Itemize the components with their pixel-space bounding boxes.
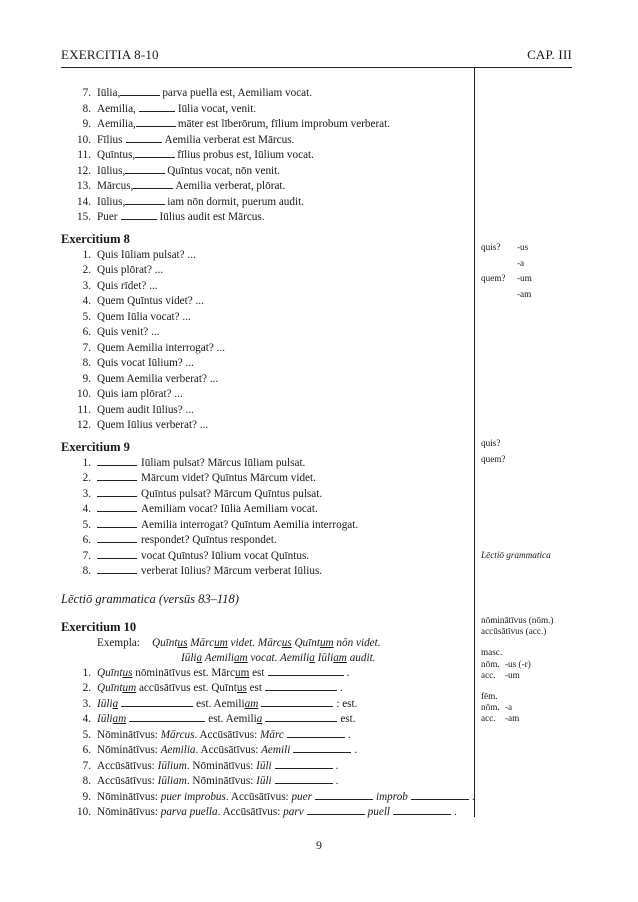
- item-number: 4.: [82, 295, 91, 307]
- item-text: [97, 774, 338, 790]
- question-line: [61, 294, 466, 310]
- side-note-lectio: Lēctiō grammatica: [481, 550, 551, 560]
- item-number: 1.: [82, 248, 91, 261]
- ex10-item-4: 4. Iūliam est. Aemilia est.: [82, 713, 356, 725]
- item-number: 3.: [82, 487, 91, 500]
- answer-blank[interactable]: [275, 759, 333, 769]
- text-before: Iūlius,: [97, 195, 126, 208]
- stem: Iūli: [256, 759, 272, 772]
- exercise-line: [61, 179, 466, 195]
- item-number: 15.: [77, 211, 91, 223]
- item-number: 7.: [82, 341, 91, 354]
- question-line: [61, 310, 466, 326]
- answer-blank[interactable]: [265, 681, 337, 691]
- ex10-item-1: 1. Quīntus nōminātīvus est. Mārcum est .: [82, 666, 350, 679]
- answer-blank[interactable]: [120, 86, 160, 96]
- exercitium-8-title: Exercitium 8: [61, 231, 130, 246]
- exercise-8-list: [61, 248, 466, 434]
- item-text: [97, 86, 312, 102]
- text-after: Iūlia vocat, venit.: [177, 102, 257, 115]
- text-before: Iūlius,: [97, 164, 126, 177]
- exercise-line: [61, 117, 466, 133]
- given-form: Mārcus: [160, 728, 195, 741]
- item-number: 13.: [77, 180, 91, 192]
- running-header-right: CAP. III: [527, 47, 572, 62]
- question-line: [61, 372, 466, 388]
- case-label: Nōminātīvus:: [97, 806, 161, 818]
- ex10-cases-list: [61, 728, 475, 821]
- item-text: [97, 805, 457, 821]
- text-after: parva puella est, Aemiliam vocat.: [162, 87, 313, 99]
- question-line: [61, 564, 466, 580]
- exercise-line: [61, 164, 466, 180]
- text-after: fīlius probus est, Iūlium vocat.: [177, 149, 314, 161]
- case-label: . Nōminātīvus:: [186, 759, 257, 772]
- answer-blank[interactable]: [126, 133, 162, 143]
- question-text: Quem audit Iūlius? ...: [97, 403, 194, 416]
- item-text: [97, 133, 294, 149]
- item-text: [97, 102, 256, 118]
- end-punct: .: [335, 775, 339, 787]
- item-number: 11.: [77, 149, 91, 161]
- item-number: 9.: [82, 118, 91, 130]
- item-number: 11.: [77, 403, 91, 416]
- answer-blank[interactable]: [97, 487, 137, 497]
- item-number: 7.: [82, 759, 91, 772]
- answer-blank[interactable]: [133, 179, 173, 189]
- item-text: [97, 743, 357, 759]
- answer-blank[interactable]: [265, 712, 337, 722]
- text-before: Iūlia,: [97, 87, 121, 99]
- text-before: Puer: [97, 211, 118, 223]
- answer-blank[interactable]: [268, 666, 344, 676]
- question-line: [61, 403, 466, 419]
- item-text: [97, 487, 322, 503]
- stem: Aemili: [261, 744, 291, 756]
- ex10-item-2: 2. Quīntum accūsātīvus est. Quīntus est .: [82, 682, 343, 694]
- item-text: [97, 117, 390, 133]
- item-number: 5.: [82, 518, 91, 531]
- running-header-left: EXERCITIA 8-10: [61, 47, 159, 62]
- exercise-line: [61, 210, 466, 226]
- ex10-item: [61, 790, 475, 806]
- answer-blank[interactable]: [261, 697, 333, 707]
- case-label: . Nōminātīvus:: [186, 775, 257, 787]
- end-punct: .: [347, 728, 351, 741]
- side-note: [481, 240, 532, 256]
- ex10-item: [61, 805, 466, 821]
- exercise-line: [61, 133, 466, 149]
- question-line: [61, 325, 466, 341]
- answer-blank[interactable]: [121, 697, 193, 707]
- given-form: puer improbus: [160, 790, 226, 803]
- side-notes-ex9: [481, 436, 506, 467]
- item-text: [97, 790, 475, 806]
- item-number: 9.: [82, 790, 91, 803]
- exercise-line: [61, 195, 466, 211]
- item-number: 12.: [77, 419, 91, 431]
- stem: Iūli: [256, 775, 272, 787]
- ex10-item: [61, 759, 466, 775]
- side-notes-ex8: [481, 240, 532, 302]
- question-text: Quis venit? ...: [97, 326, 160, 338]
- item-text: [97, 195, 304, 211]
- question-line: [61, 341, 466, 357]
- item-text: [97, 471, 316, 487]
- exempla-sentence-1: Quīntus Mārcum videt. Mārcus Quīntum nōn videt.: [152, 636, 381, 649]
- question-text: Quis Iūliam pulsat? ...: [97, 248, 196, 261]
- exercise-line: [61, 148, 466, 164]
- question-text: Quem Iūlius verberat? ...: [97, 419, 209, 431]
- exempla-sentence-2: Iūlia Aemiliam vocat. Aemilia Iūliam audit.: [181, 651, 376, 664]
- exempla-label: Exempla:: [97, 636, 140, 649]
- case-label: Nōminātīvus:: [97, 728, 161, 741]
- question-line: [61, 456, 466, 472]
- answer-blank[interactable]: [287, 728, 345, 738]
- answer-blank[interactable]: [393, 805, 451, 815]
- answer-blank[interactable]: [136, 117, 176, 127]
- question-text: Mārcum videt? Quīntus Mārcum videt.: [141, 472, 316, 484]
- item-number: 8.: [82, 102, 91, 115]
- side-notes-ex10: nōminātīvus (nōm.) accūsātīvus (acc.) masc. nōm. -us (-r) acc. -um fēm. nōm. -a acc. -am: [481, 615, 554, 724]
- item-number: 4.: [82, 503, 91, 515]
- case-label: Nōminātīvus:: [97, 790, 161, 803]
- side-ending: -am: [517, 288, 532, 299]
- side-note: [481, 271, 532, 287]
- item-number: 9.: [82, 372, 91, 385]
- answer-blank[interactable]: [135, 148, 175, 158]
- item-text: [97, 164, 280, 180]
- case-label: Accūsātīvus:: [97, 759, 158, 772]
- answer-blank[interactable]: [307, 805, 365, 815]
- item-text: [97, 148, 314, 164]
- item-number: 8.: [82, 775, 91, 787]
- text-after: māter est līberōrum, fīlium improbum verberat.: [177, 118, 391, 130]
- item-number: 10.: [77, 133, 91, 146]
- answer-blank[interactable]: [97, 502, 137, 512]
- answer-blank[interactable]: [411, 790, 469, 800]
- text-after: Aemilia verberat, plōrat.: [175, 180, 286, 192]
- side-ending: -a: [517, 257, 525, 268]
- answer-blank[interactable]: [97, 456, 137, 466]
- question-text: Aemilia interrogat? Quīntum Aemilia interrogat.: [141, 518, 359, 531]
- stem: Mārc: [260, 728, 284, 741]
- text-before: Aemilia,: [97, 102, 136, 115]
- end-punct: .: [454, 806, 457, 818]
- question-line: [61, 533, 466, 549]
- question-text: Quem Quīntus videt? ...: [97, 295, 204, 307]
- item-number: 5.: [82, 310, 91, 323]
- answer-blank[interactable]: [97, 518, 137, 528]
- item-text: [97, 502, 318, 518]
- stem: improb: [375, 790, 408, 803]
- end-punct: .: [335, 759, 339, 772]
- item-text: [97, 549, 309, 565]
- item-number: 8.: [82, 357, 91, 369]
- exempla-line-2: [61, 651, 466, 666]
- case-label: Accūsātīvus:: [97, 775, 158, 787]
- margin-rule: [471, 67, 475, 817]
- item-number: 12.: [77, 164, 91, 177]
- question-text: Quīntus pulsat? Mārcum Quīntus pulsat.: [141, 487, 323, 500]
- text-before: Quīntus,: [97, 149, 136, 161]
- question-text: Quem Iūlia vocat? ...: [97, 310, 191, 323]
- item-text: [97, 533, 277, 549]
- ex10-item: [61, 728, 466, 744]
- text-before: Fīlius: [97, 133, 123, 146]
- answer-blank[interactable]: [97, 549, 137, 559]
- question-text: verberat Iūlius? Mārcum verberat Iūlius.: [141, 565, 323, 577]
- item-number: 1.: [82, 456, 91, 469]
- answer-blank[interactable]: [125, 195, 165, 205]
- answer-blank[interactable]: [315, 790, 373, 800]
- item-text: [97, 759, 338, 775]
- exercise-7-list: [61, 86, 466, 226]
- case-label: Nōminātīvus:: [97, 744, 161, 756]
- question-line: [61, 471, 466, 487]
- answer-blank[interactable]: [293, 743, 351, 753]
- side-ending: -us: [517, 242, 529, 252]
- ex10-item-3: 3. Iūlia est. Aemiliam : est.: [82, 697, 358, 710]
- stem: puell: [367, 806, 391, 818]
- answer-blank[interactable]: [275, 774, 333, 784]
- text-after: iam nōn dormit, puerum audit.: [167, 195, 304, 208]
- question-line: [61, 418, 466, 434]
- answer-blank[interactable]: [121, 210, 157, 220]
- item-text: [97, 456, 305, 472]
- question-line: [61, 356, 466, 372]
- given-form: Iūliam: [157, 775, 187, 787]
- item-text: [97, 728, 351, 744]
- item-text: [97, 179, 285, 195]
- item-number: 7.: [82, 549, 91, 562]
- side-note: quem?: [481, 453, 506, 464]
- side-note: quis?: [481, 438, 501, 448]
- question-text: Quis iam plōrat? ...: [97, 388, 183, 400]
- question-line: [61, 518, 466, 534]
- question-text: Quem Aemilia verberat? ...: [97, 372, 219, 385]
- stem: parv: [283, 806, 304, 818]
- item-number: 8.: [82, 565, 91, 577]
- item-number: 7.: [82, 87, 91, 99]
- answer-blank[interactable]: [125, 164, 165, 174]
- item-number: 6.: [82, 326, 91, 338]
- question-text: Quis rīdet? ...: [97, 279, 158, 292]
- question-line: [61, 487, 466, 503]
- text-after: Aemilia verberat est Mārcus.: [164, 133, 295, 146]
- text-before: Mārcus,: [97, 180, 134, 192]
- question-line: [61, 263, 466, 279]
- text-after: Quīntus vocat, nōn venit.: [167, 164, 281, 177]
- item-number: 6.: [82, 744, 91, 756]
- item-text: [97, 210, 265, 226]
- item-text: [97, 564, 322, 580]
- case-label: . Accūsātīvus:: [195, 744, 262, 756]
- case-label: . Accūsātīvus:: [217, 806, 284, 818]
- answer-blank[interactable]: [97, 471, 137, 481]
- side-key: quis?: [481, 242, 501, 252]
- question-text: Quem Aemilia interrogat? ...: [97, 341, 225, 354]
- question-text: Aemiliam vocat? Iūlia Aemiliam vocat.: [141, 503, 318, 515]
- question-line: [61, 502, 466, 518]
- case-label: . Accūsātīvus:: [194, 728, 261, 741]
- item-number: 10.: [77, 806, 91, 818]
- question-line: [61, 387, 466, 403]
- item-number: 14.: [77, 195, 91, 208]
- item-text: [97, 518, 358, 534]
- header-rule: [61, 67, 572, 68]
- question-text: Quis vocat Iūlium? ...: [97, 357, 194, 369]
- answer-blank[interactable]: [97, 564, 137, 574]
- given-form: parva puella: [160, 806, 218, 818]
- question-text: Quis plōrat? ...: [97, 264, 164, 276]
- given-form: Iūlium: [157, 759, 187, 772]
- side-ending: -um: [517, 273, 532, 283]
- end-punct: .: [471, 790, 475, 803]
- question-line: [61, 248, 466, 264]
- question-line: [61, 549, 466, 565]
- exercitium-10-title: Exercitium 10: [61, 619, 137, 634]
- exercise-9-list: [61, 456, 466, 580]
- given-form: Aemilia: [160, 744, 196, 756]
- question-text: vocat Quīntus? Iūlium vocat Quīntus.: [141, 549, 310, 562]
- main-column: [61, 86, 475, 821]
- stem: puer: [291, 790, 312, 803]
- ex10-item: [61, 774, 466, 790]
- question-text: respondet? Quīntus respondet.: [141, 534, 277, 546]
- item-number: 2.: [82, 472, 91, 484]
- question-line: [61, 279, 466, 295]
- side-note: [481, 256, 532, 272]
- item-number: 10.: [77, 388, 91, 400]
- text-before: Aemilia,: [97, 118, 136, 130]
- exempla-line-1: [61, 636, 466, 651]
- exercise-line: [61, 102, 466, 118]
- page-number: 9: [316, 838, 322, 852]
- answer-blank[interactable]: [129, 712, 205, 722]
- item-number: 6.: [82, 534, 91, 546]
- exercitium-9-title: Exercitium 9: [61, 439, 130, 454]
- end-punct: .: [354, 744, 358, 756]
- question-text: Iūliam pulsat? Mārcus Iūliam pulsat.: [141, 456, 306, 469]
- ex10-item: [61, 743, 466, 759]
- item-number: 2.: [82, 264, 91, 276]
- side-key: quem?: [481, 273, 506, 283]
- answer-blank[interactable]: [97, 533, 137, 543]
- text-after: Iūlius audit est Mārcus.: [159, 211, 265, 223]
- exercise-line: [61, 86, 466, 102]
- answer-blank[interactable]: [139, 102, 175, 112]
- item-number: 3.: [82, 279, 91, 292]
- side-note: [481, 287, 532, 303]
- case-label: . Accūsātīvus:: [225, 790, 292, 803]
- lectio-title: Lēctiō grammatica (versūs 83–118): [61, 591, 239, 606]
- item-number: 5.: [82, 728, 91, 741]
